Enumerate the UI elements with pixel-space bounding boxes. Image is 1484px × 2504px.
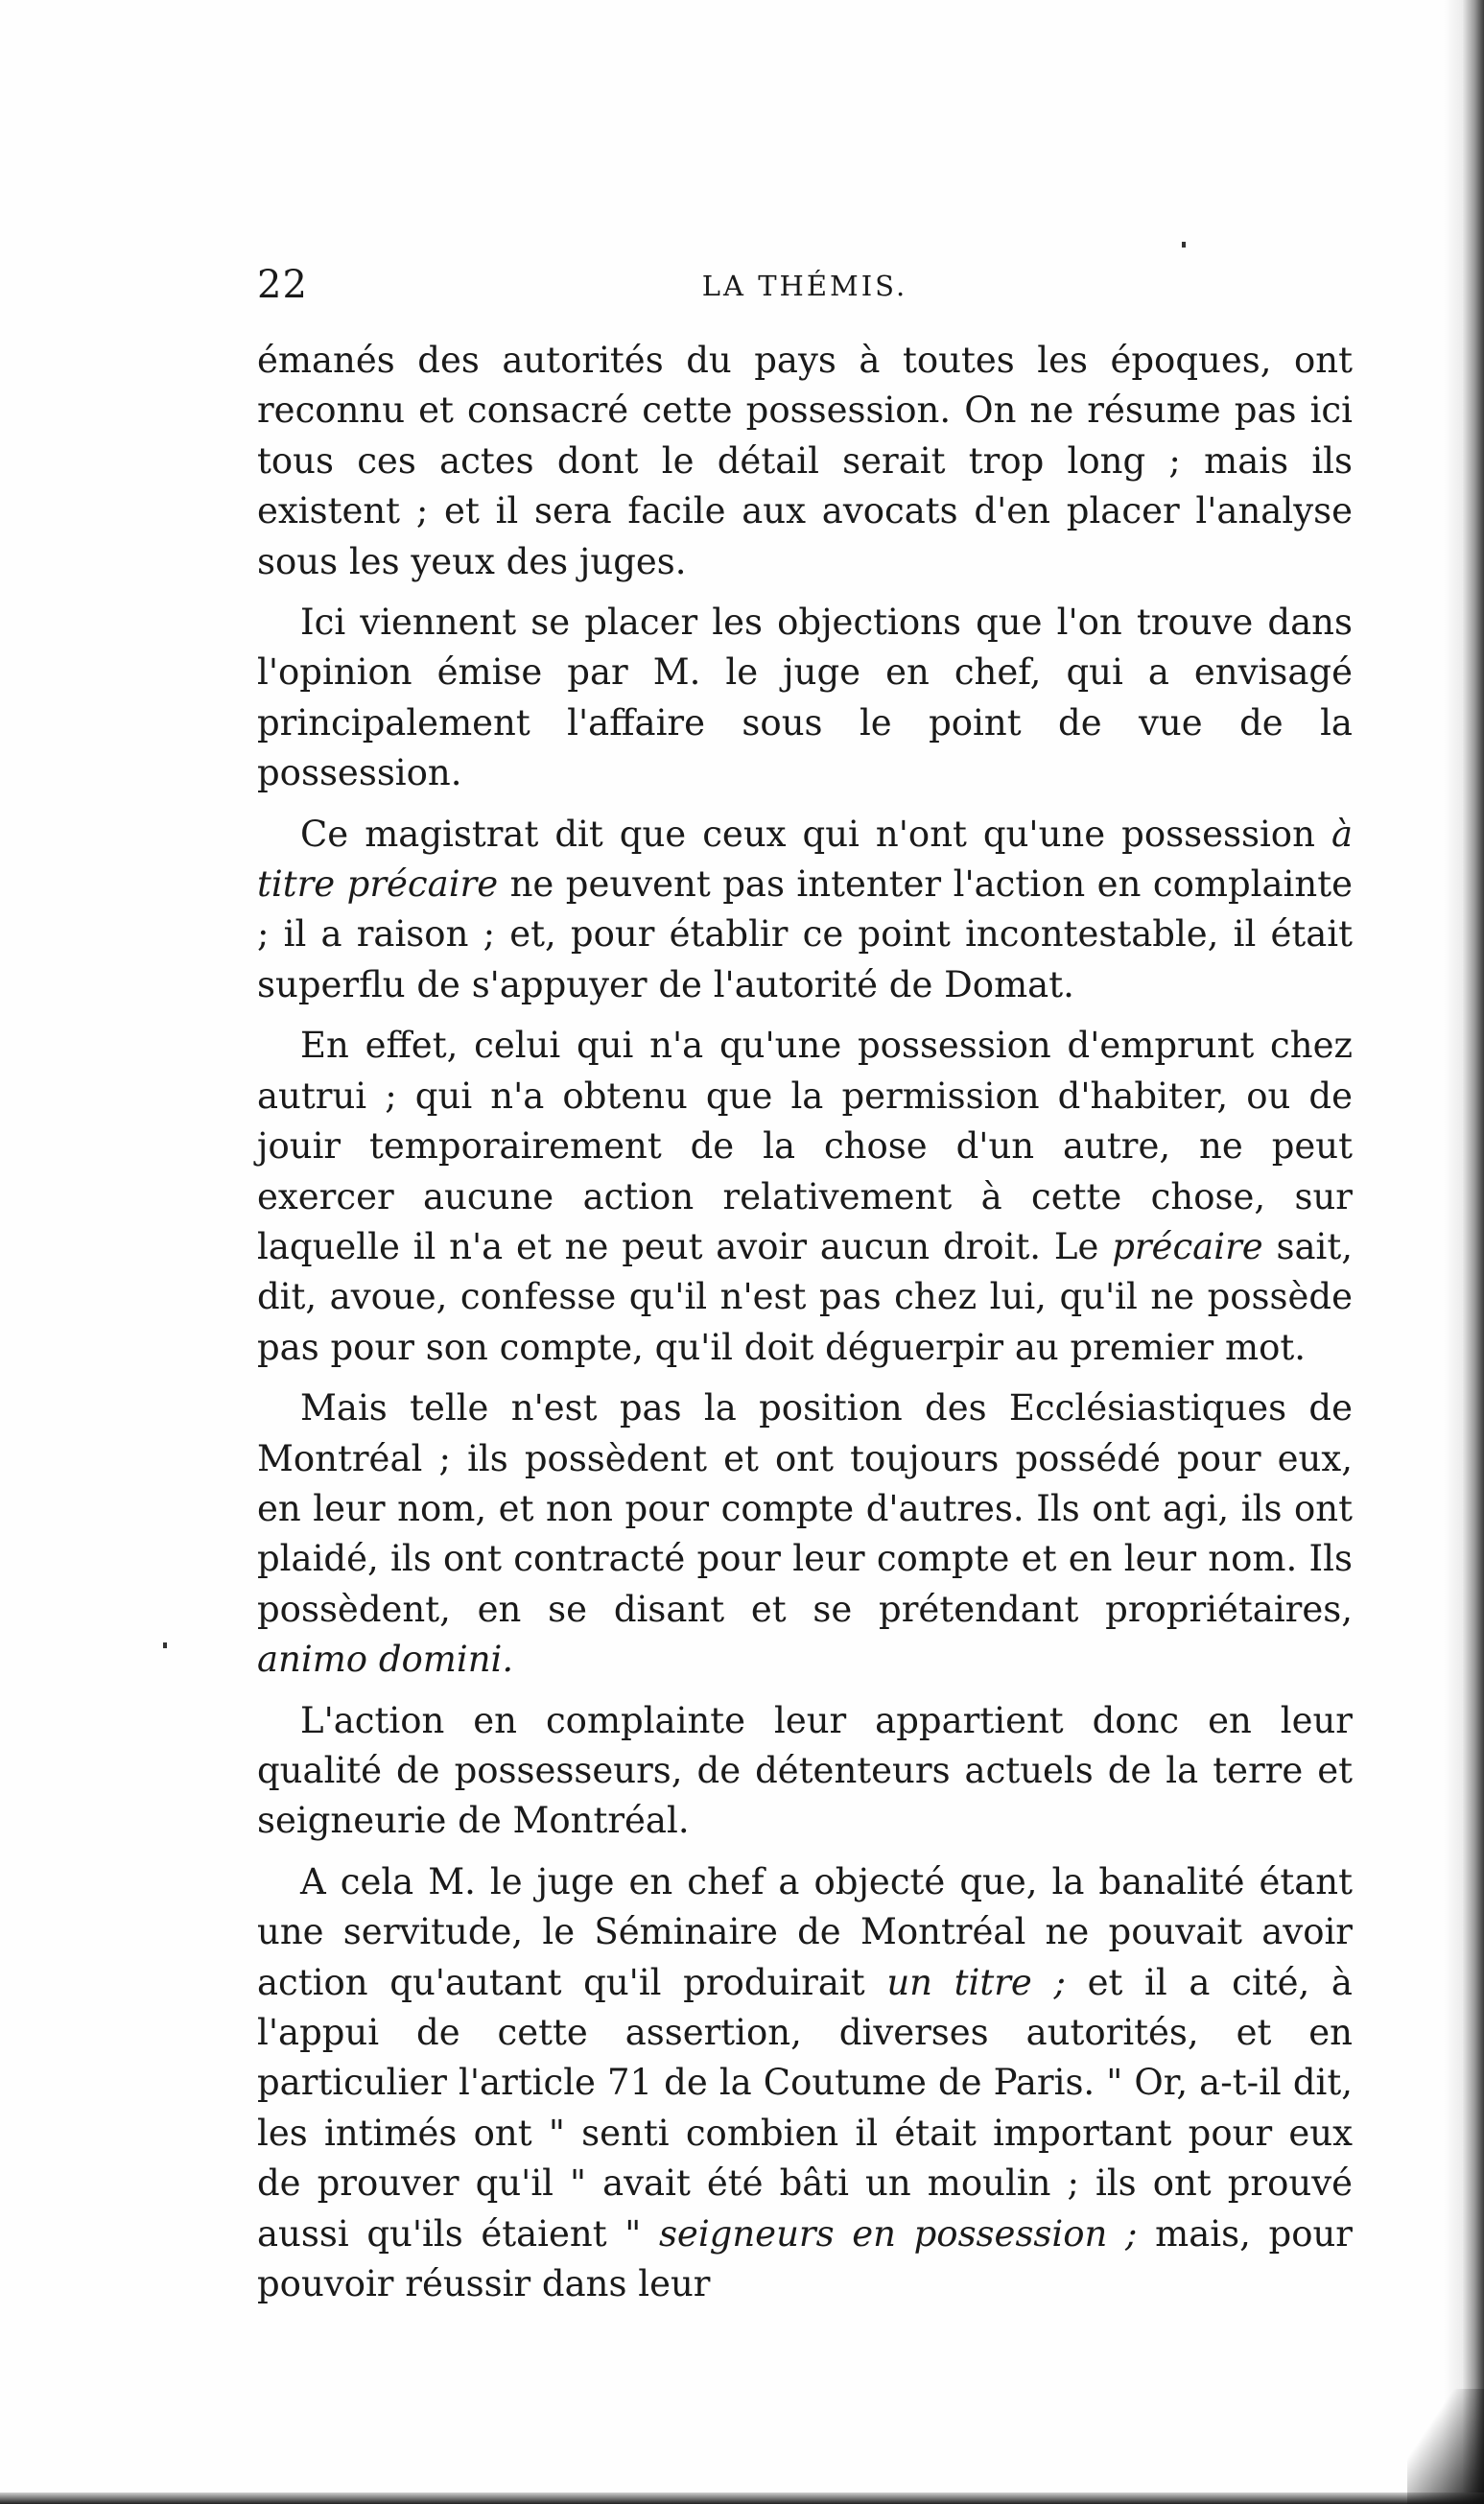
paragraph-4 bbox=[257, 1021, 1353, 1373]
paragraph-7-text-e: mais, pour pouvoir réussir dans leur bbox=[257, 2212, 1353, 2305]
paragraph-4-text-c: sait, dit, avoue, confesse qu'il n'est pas chez lui, qu'il ne possède pas pour son compte, qu'il doit déguerpir au premier mot. bbox=[257, 1225, 1353, 1368]
paragraph-5 bbox=[257, 1383, 1353, 1685]
paragraph-1: émanés des autorités du pays à toutes les époques, ont reconnu et consacré cette possession. On ne résume pas ici tous ces actes dont le détail serait trop long ; mais ils existent ; et il sera facile aux avocats d'en placer l'analyse sous les yeux des juges. bbox=[257, 340, 1353, 582]
speck-mark bbox=[163, 1642, 167, 1648]
paragraph-2: Ici viennent se placer les objections que l'on trouve dans l'opinion émise par M. le juge en chef, qui a envisagé principalement l'affaire sous le point de vue de la possession. bbox=[257, 602, 1353, 794]
paragraph-7-text-a: A cela M. le juge en chef a objecté que, la banalité étant une servitude, le Séminaire de Montréal ne pouvait avoir action qu'autant qu'il produirait bbox=[257, 1860, 1353, 2003]
paragraph-4-text-a: En effet, celui qui n'a qu'une possession d'emprunt chez autrui ; qui n'a obtenu que la permission d'habiter, ou de jouir temporairement de la chose d'un autre, ne peut exercer aucune action relativement à cette chose, sur laquelle il n'a et ne peut avoir aucun droit. Le bbox=[257, 1025, 1353, 1267]
page-edge-shade bbox=[1444, 0, 1463, 2504]
paragraph-3-text-c: ne peuvent pas intenter l'action en complainte ; il a raison ; et, pour établir ce point incontestable, il était superflu de s'appuyer de l'autorité de Domat. bbox=[257, 863, 1353, 1005]
body-text bbox=[257, 336, 1353, 2320]
paragraph-5-text-a: Mais telle n'est pas la position des Ecclésiastiques de Montréal ; ils possèdent et ont toujours possédé pour eux, en leur nom, et non pour compte d'autres. Ils ont agi, ils ont plaidé, ils ont contracté pour leur compte et en leur nom. Ils possèdent, en se disant et se prétendant propriétaires, bbox=[257, 1387, 1353, 1630]
page-bottom-edge bbox=[0, 2492, 1484, 2504]
paragraph-4-italic: précaire bbox=[1112, 1225, 1263, 1267]
paragraph-3-italic: à titre précaire bbox=[257, 813, 1353, 906]
page-header bbox=[257, 261, 1353, 309]
paragraph-7-text-c: et il a cité, à l'appui de cette assertion, diverses autorités, et en particulier l'article 71 de la Coutume de Paris. " Or, a-t-il dit, les intimés ont " senti combien il était important pour eux de prouver qu'il " avait été bâti un moulin ; ils ont prouvé aussi qu'ils étaient " bbox=[257, 1961, 1353, 2255]
page-corner-shadow bbox=[1407, 2389, 1484, 2504]
paragraph-3 bbox=[257, 810, 1353, 1011]
paragraph-7 bbox=[257, 1857, 1353, 2310]
paragraph-3-text-a: Ce magistrat dit que ceux qui n'ont qu'une possession bbox=[300, 813, 1331, 855]
page-edge bbox=[1463, 0, 1484, 2504]
paragraph-7-italic-1: un titre ; bbox=[886, 1961, 1066, 2003]
speck-mark bbox=[1182, 242, 1186, 248]
paragraph-6: L'action en complainte leur appartient donc en leur qualité de possesseurs, de détenteurs actuels de la terre et seigneurie de Montréal. bbox=[257, 1699, 1353, 1842]
paragraph-5-italic: animo domini. bbox=[257, 1639, 514, 1681]
page-number: 22 bbox=[257, 263, 308, 307]
paragraph-7-italic-2: seigneurs en possession ; bbox=[658, 2212, 1138, 2255]
running-title: LA THÉMIS. bbox=[701, 270, 908, 302]
